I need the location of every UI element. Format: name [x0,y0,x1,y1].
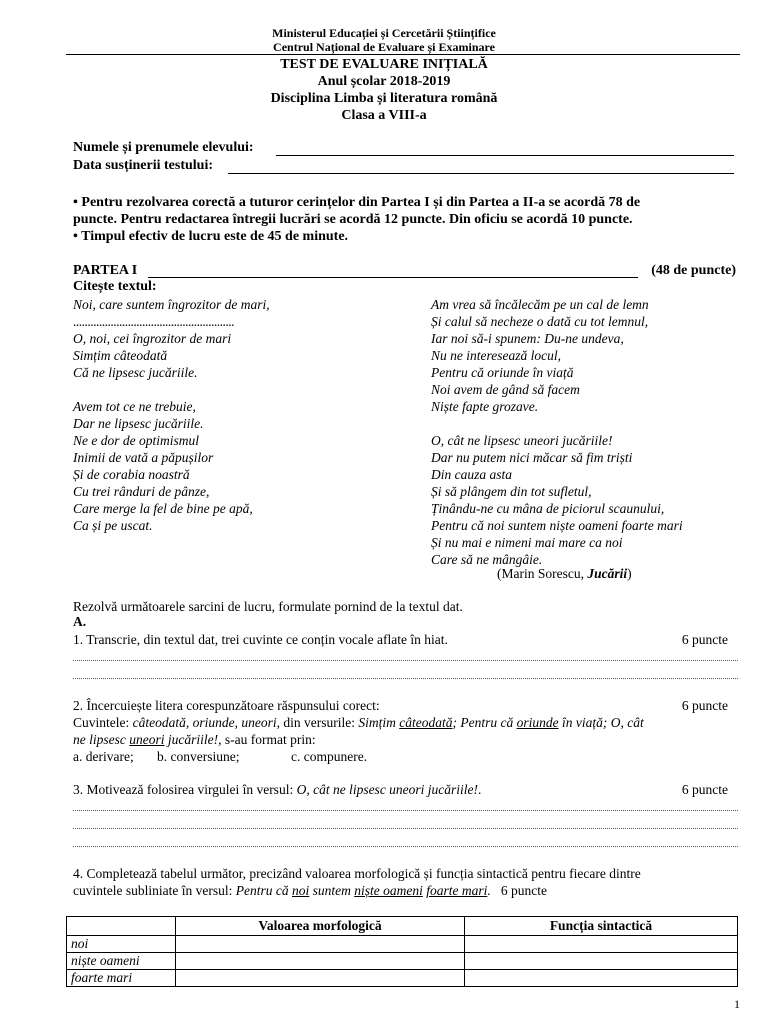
header-divider [66,54,740,55]
table-cell-morphology[interactable] [176,936,465,953]
school-year: Anul școlar 2018-2019 [317,74,451,89]
task-2-option-b[interactable]: b. conversiune; [157,749,240,764]
task-3-text: 3. Motivează folosirea virgulei în versul: O, cât ne lipsesc uneori jucăriile!. [73,782,482,797]
class-level: Clasa a VIII-a [341,108,427,123]
table-cell-morphology[interactable] [176,953,465,970]
task-2-words: Cuvintele: câteodată, oriunde, uneori, din versurile: Simțim câteodată; Pentru că oriunde în viață; O, cât [73,715,644,730]
instruction-line-2: puncte. Pentru redactarea întregii lucrări se acordă 12 puncte. Din oficiu se acordă 10 puncte. [73,212,633,227]
task-4-line-1: 4. Completează tabelul următor, precizând valoarea morfologică și funcția sintactică pentru fiecare dintre [73,866,641,881]
task-1-points: 6 puncte [681,632,728,647]
poem-line: Care să ne mângâie. [431,552,543,567]
task-2-option-a[interactable]: a. derivare; [73,749,134,764]
task-3-points: 6 puncte [681,782,728,797]
poem-line: Ne e dor de optimismul [73,433,199,448]
poem-line: Cu trei rânduri de pânze, [73,484,210,499]
poem-line: Și să plângem din tot sufletul, [431,484,592,499]
poem-line: Noi, care suntem îngrozitor de mari, [73,297,270,312]
poem-line: Pentru că oriunde în viață [431,365,574,380]
poem-line: Am vrea să încălecăm pe un cal de lemn [431,297,649,312]
table-row-label: foarte mari [67,970,176,987]
poem-line: Inimii de vată a păpușilor [73,450,214,465]
poem-line: ........................................................ [73,314,234,329]
table-cell-syntax[interactable] [465,970,738,987]
table-header-row [67,917,738,936]
task-4-line-2: cuvintele subliniate în versul: Pentru că noi suntem niște oameni foarte mari. 6 puncte [73,883,547,898]
tasks-intro: Rezolvă următoarele sarcini de lucru, formulate pornind de la textul dat. [73,599,463,614]
table-cell-syntax[interactable] [465,953,738,970]
part1-points: (48 de puncte) [651,263,736,278]
table-row-label: noi [67,936,176,953]
task-2-points: 6 puncte [681,698,728,713]
poem-line: Care merge la fel de bine pe apă, [73,501,253,516]
answer-line[interactable] [73,828,738,829]
task-2-option-c[interactable]: c. compunere. [291,749,368,764]
student-name-field[interactable] [276,155,734,156]
test-title: TEST DE EVALUARE INIȚIALĂ [280,57,488,72]
answer-line[interactable] [73,810,738,811]
poem-line: Și calul să necheze o dată cu tot lemnul, [431,314,649,329]
poem-line: Iar noi să-i spunem: Du-ne undeva, [431,331,624,346]
poem-line: Nu ne interesează locul, [431,348,561,363]
student-name-label: Numele și prenumele elevului: [73,140,254,155]
section-a-label: A. [73,614,87,629]
center-header: Centrul Național de Evaluare și Examinare [273,40,495,54]
morphology-table [66,916,738,987]
poem-line: Simțim câteodată [73,348,168,363]
part1-title: PARTEA I [73,263,138,278]
task-1-text: 1. Transcrie, din textul dat, trei cuvinte ce conțin vocale aflate în hiat. [73,632,448,647]
read-text-label: Citește textul: [73,279,157,294]
task-2-verse-cont: ne lipsesc uneori jucăriile!, s-au format prin: [73,732,316,747]
page-number: 1 [734,997,740,1011]
poem-line: O, noi, cei îngrozitor de mari [73,331,232,346]
test-date-field[interactable] [228,173,734,174]
poem-line: Ca și pe uscat. [73,518,153,533]
poem-line: Dar nu putem nici măcar să fim triști [431,450,633,465]
table-row [67,970,738,987]
poem-line: Și nu mai e nimeni mai mare ca noi [431,535,623,550]
poem-line [73,381,270,398]
poem-line: Că ne lipsesc jucăriile. [73,365,198,380]
poem-left-column [73,296,270,534]
table-row-label: niște oameni [67,953,176,970]
table-cell-syntax[interactable] [465,936,738,953]
table-row [67,936,738,953]
answer-line[interactable] [73,678,738,679]
discipline: Disciplina Limba și literatura română [270,91,498,106]
poem-line: Avem tot ce ne trebuie, [73,399,196,414]
poem-line [431,415,683,432]
task-2-text: 2. Încercuiește litera corespunzătoare răspunsului corect: [73,698,380,713]
test-date-label: Data susținerii testului: [73,158,213,173]
part1-rule [148,277,638,278]
poem-right-column [431,296,683,568]
answer-line[interactable] [73,846,738,847]
table-row [67,953,738,970]
instruction-line-3: • Timpul efectiv de lucru este de 45 de minute. [73,229,349,244]
poem-line: Ținându-ne cu mâna de piciorul scaunului, [431,501,665,516]
poem-line: Noi avem de gând să facem [431,382,580,397]
table-header-cell: Valoarea morfologică [176,917,465,936]
poem-line: Niște fapte grozave. [431,399,539,414]
table-cell-morphology[interactable] [176,970,465,987]
poem-attribution: (Marin Sorescu, Jucării) [497,566,632,581]
instruction-line-1: • Pentru rezolvarea corectă a tuturor cerințelor din Partea I și din Partea a II-a se acordă 78 de [73,195,641,210]
ministry-header: Ministerul Educației și Cercetării Științifice [272,26,496,40]
table-header-cell: Funcția sintactică [465,917,738,936]
poem-line: Dar ne lipsesc jucăriile. [73,416,204,431]
table-header-cell [67,917,176,936]
answer-line[interactable] [73,660,738,661]
poem-line: O, cât ne lipsesc uneori jucăriile! [431,433,613,448]
poem-line: Și de corabia noastră [73,467,190,482]
poem-line: Pentru că noi suntem niște oameni foarte mari [431,518,683,533]
poem-line: Din cauza asta [431,467,512,482]
